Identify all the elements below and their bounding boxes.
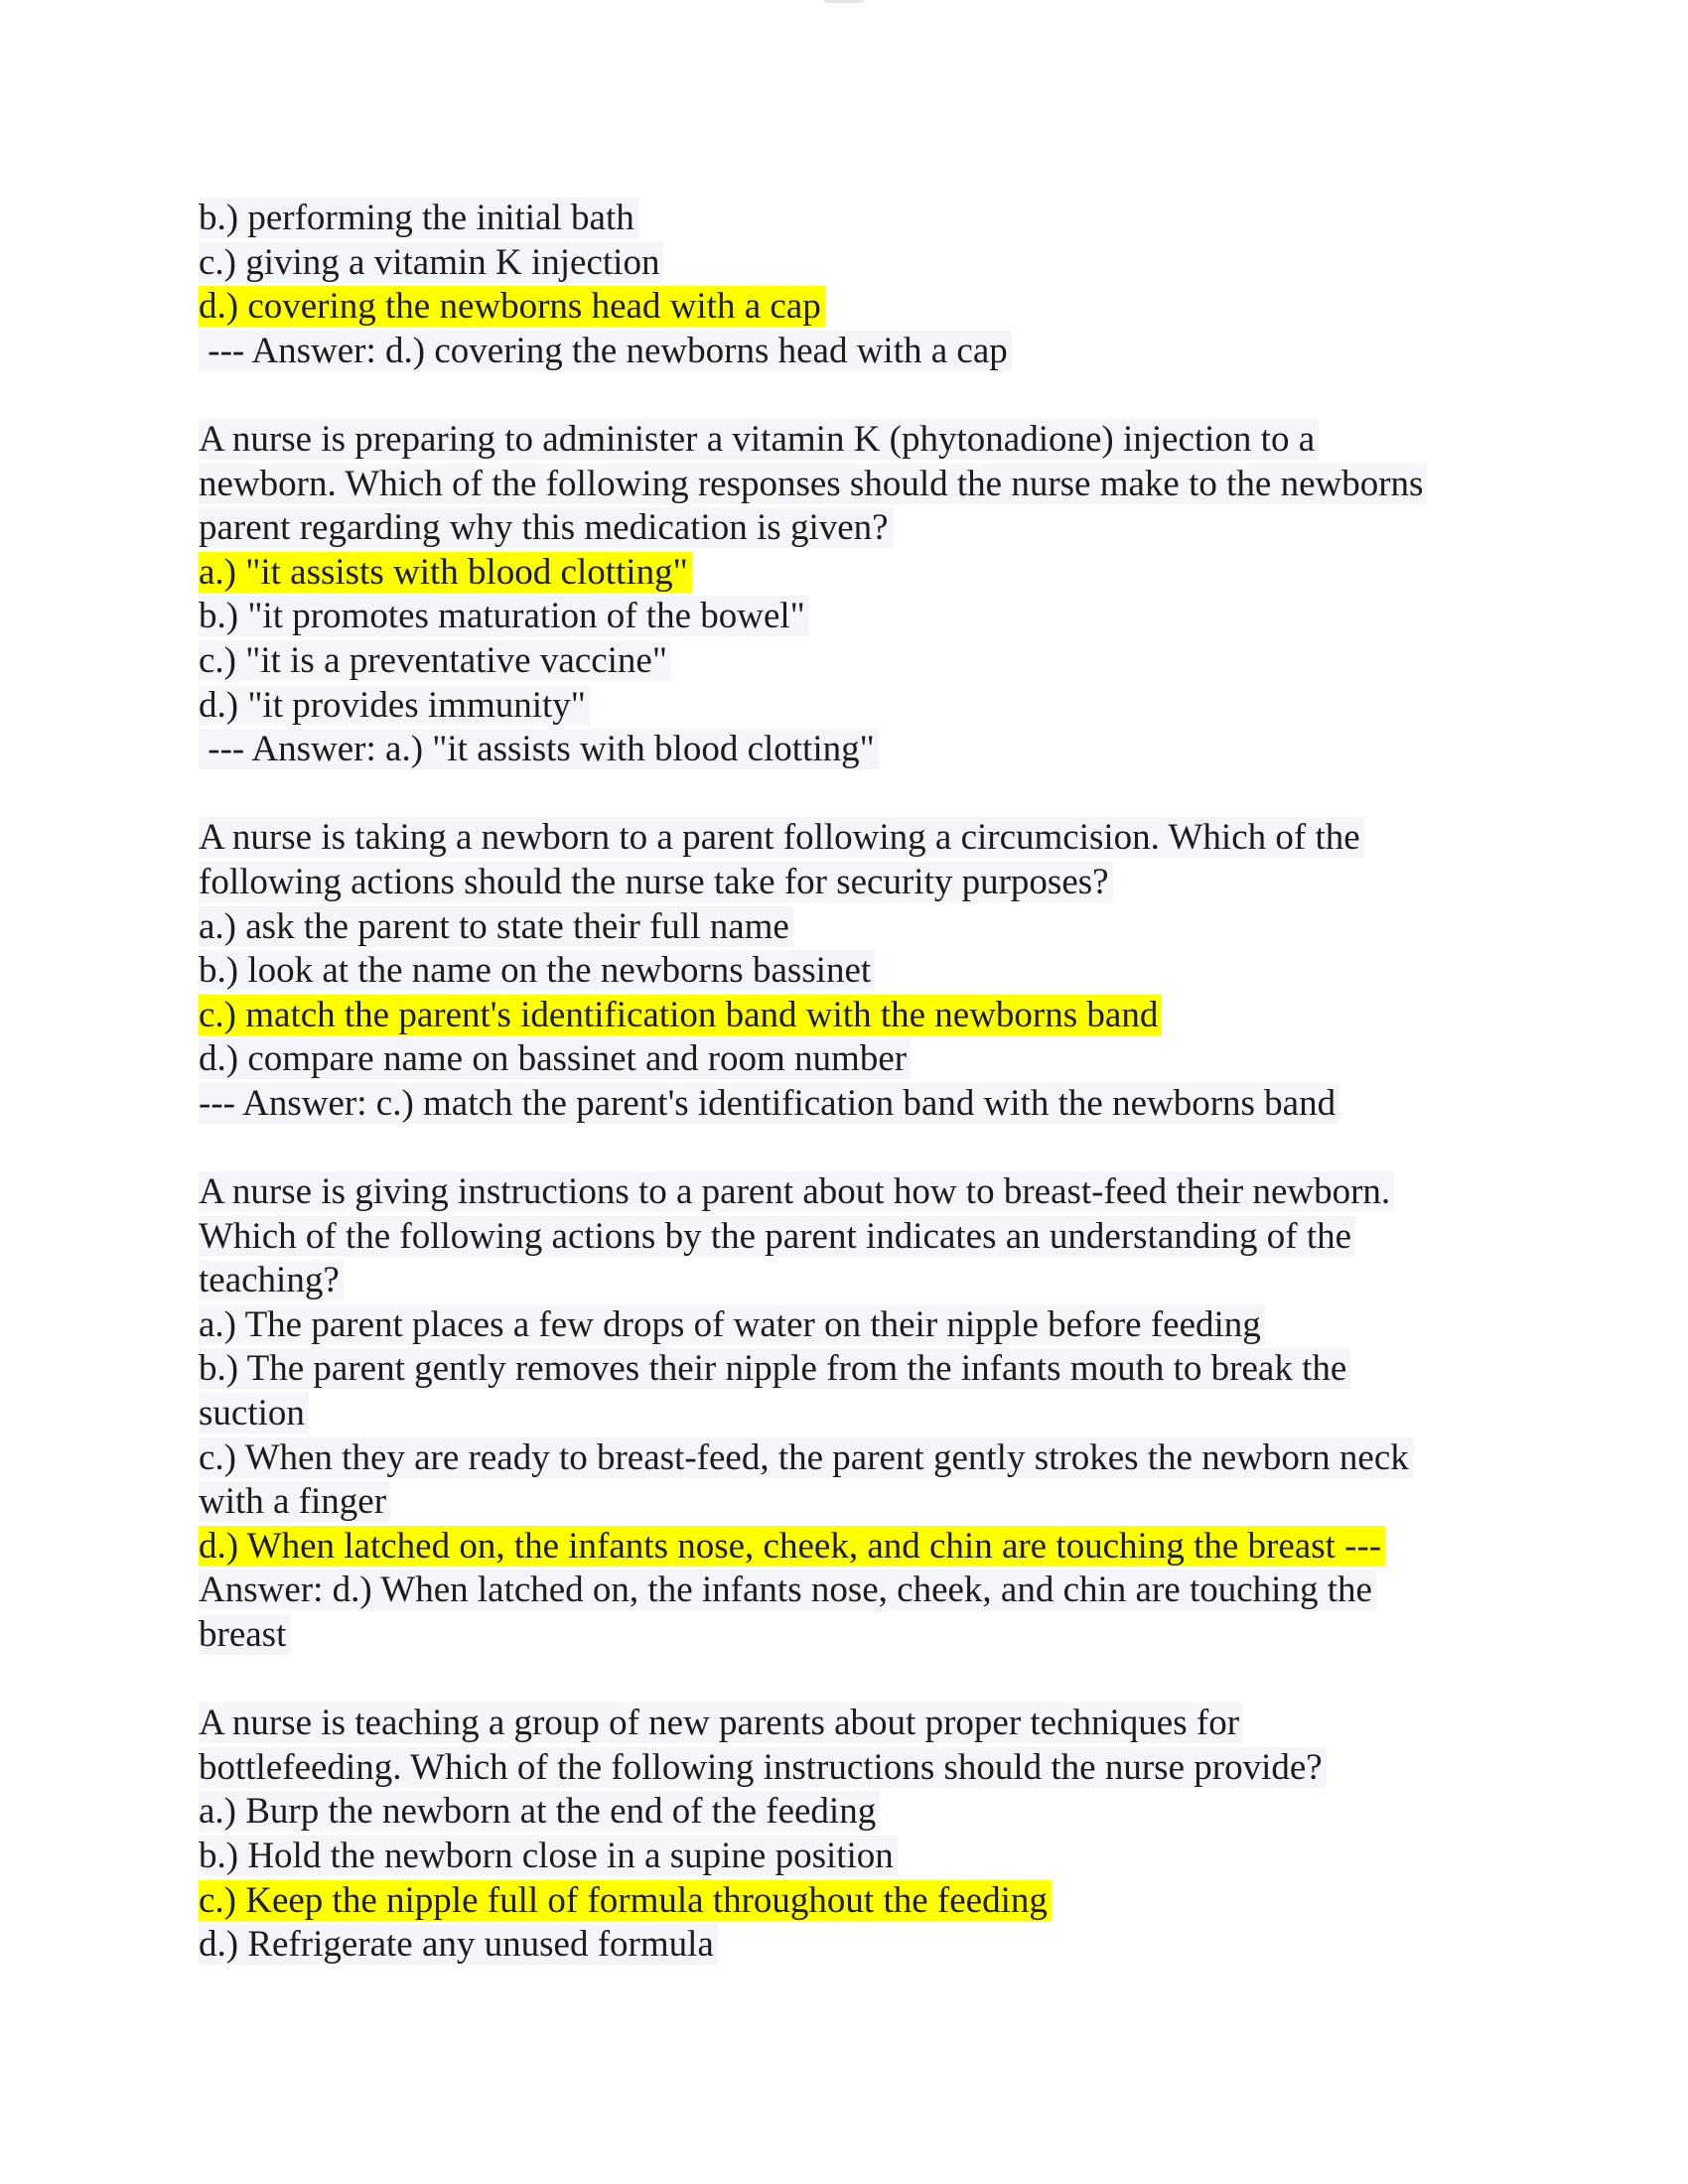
text-line [199,595,1489,639]
line-text: parent regarding why this medication is given? [199,507,893,548]
question-block [199,816,1489,1126]
line-text: Which of the following actions by the parent indicates an understanding of the [199,1216,1355,1257]
highlighted-answer-line [199,1879,1489,1924]
line-text: A nurse is taking a newborn to a parent following a circumcision. Which of the [199,817,1364,858]
line-text: a.) "it assists with blood clotting" [199,552,692,593]
line-text: newborn. Which of the following responses should the nurse make to the newborns [199,464,1427,504]
text-line [199,1569,1489,1613]
text-line [199,463,1489,507]
text-line [199,197,1489,241]
text-line [199,684,1489,729]
text-line [199,1259,1489,1303]
block-gap [199,373,1489,418]
text-line [199,1436,1489,1481]
line-text: bottlefeeding. Which of the following instructions should the nurse provide? [199,1747,1327,1788]
line-text: suction [199,1393,309,1433]
line-text: d.) covering the newborns head with a cap [199,286,825,327]
line-text: c.) When they are ready to breast-feed, the parent gently strokes the newborn neck [199,1437,1413,1478]
line-text: following actions should the nurse take for security purposes? [199,862,1113,902]
line-text: b.) Hold the newborn close in a supine position [199,1836,898,1876]
line-text: c.) match the parent's identification band with the newborns band [199,995,1162,1035]
text-line [199,418,1489,463]
text-line [199,949,1489,994]
text-line [199,1215,1489,1260]
line-text: c.) "it is a preventative vaccine" [199,640,671,681]
text-line [199,1037,1489,1082]
text-line [199,506,1489,551]
line-text: b.) performing the initial bath [199,198,638,238]
text-line [199,241,1489,286]
line-text: b.) look at the name on the newborns bassinet [199,950,875,991]
line-text: teaching? [199,1260,344,1300]
line-text: d.) compare name on bassinet and room number [199,1038,911,1079]
line-text: A nurse is preparing to administer a vitamin K (phytonadione) injection to a [199,419,1319,460]
document-body [199,197,1489,1968]
text-line [199,1790,1489,1835]
line-text: Answer: d.) When latched on, the infants nose, cheek, and chin are touching the [199,1570,1376,1610]
line-text: c.) giving a vitamin K injection [199,242,663,283]
line-text: d.) "it provides immunity" [199,685,590,726]
text-line [199,728,1489,772]
line-text: --- Answer: d.) covering the newborns head with a cap [199,331,1012,371]
text-line [199,1746,1489,1791]
text-line [199,639,1489,684]
text-line [199,1347,1489,1392]
text-line [199,1082,1489,1127]
text-line [199,1702,1489,1746]
line-text: breast [199,1614,290,1655]
text-line [199,1835,1489,1879]
text-line [199,1923,1489,1968]
text-line [199,330,1489,374]
header-mark [824,0,864,3]
line-text: d.) Refrigerate any unused formula [199,1924,718,1965]
line-text: with a finger [199,1481,390,1522]
line-text: A nurse is teaching a group of new parents about proper techniques for [199,1703,1243,1743]
text-line [199,1480,1489,1525]
line-text: b.) "it promotes maturation of the bowel" [199,596,809,636]
block-gap [199,1658,1489,1703]
line-text: c.) Keep the nipple full of formula throughout the feeding [199,1880,1052,1921]
highlighted-answer-line [199,1525,1489,1570]
text-line [199,1392,1489,1436]
block-gap [199,772,1489,817]
highlighted-answer-line [199,285,1489,330]
highlighted-answer-line [199,551,1489,596]
text-line [199,905,1489,950]
text-line [199,861,1489,905]
line-text: a.) The parent places a few drops of water on their nipple before feeding [199,1304,1265,1345]
line-text: A nurse is giving instructions to a parent about how to breast-feed their newborn. [199,1171,1394,1212]
highlighted-answer-line [199,994,1489,1038]
block-gap [199,1126,1489,1170]
question-block [199,418,1489,772]
line-text: a.) ask the parent to state their full name [199,906,793,947]
text-line [199,816,1489,861]
question-block [199,1170,1489,1658]
line-text: d.) When latched on, the infants nose, cheek, and chin are touching the breast --- [199,1526,1385,1567]
question-block [199,1702,1489,1968]
text-line [199,1170,1489,1215]
line-text: b.) The parent gently removes their nipple from the infants mouth to break the [199,1348,1350,1389]
text-line [199,1303,1489,1348]
question-block [199,197,1489,373]
line-text: --- Answer: c.) match the parent's identification band with the newborns band [199,1083,1339,1124]
text-line [199,1613,1489,1658]
line-text: a.) Burp the newborn at the end of the feeding [199,1791,880,1832]
line-text: --- Answer: a.) "it assists with blood clotting" [199,729,879,769]
